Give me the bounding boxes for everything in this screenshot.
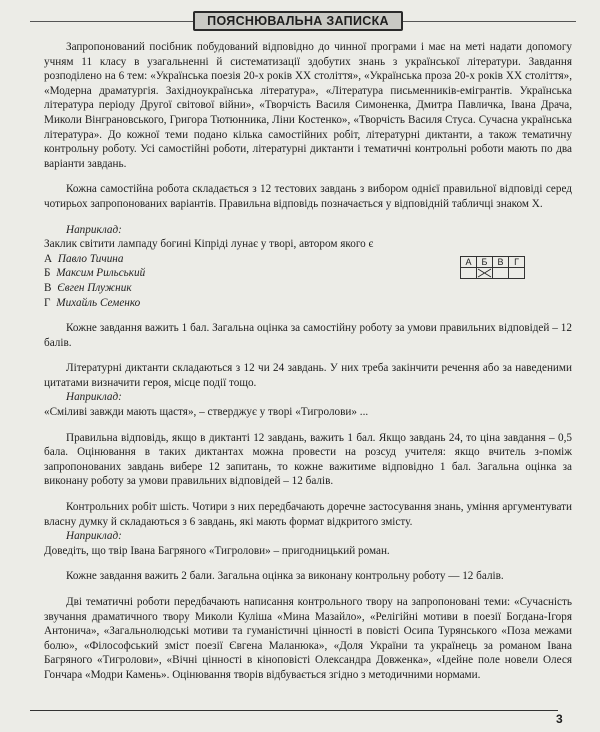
example-task: Доведіть, що твір Івана Багряного «Тигролови» – пригодницький роман. (44, 544, 390, 557)
option-d (44, 296, 572, 311)
option-name: Євген Плужник (57, 281, 132, 294)
content (44, 40, 572, 694)
paragraph-scoring-control: Кожне завдання важить 2 бали. Загальна оцінка за виконану контрольну роботу — 12 балів. (66, 570, 504, 583)
answer-grid-header-b: Б (477, 257, 493, 268)
example-label: Наприклад: (66, 223, 122, 236)
option-name: Максим Рильський (56, 267, 146, 280)
paragraph-dictations: Літературні диктанти складаються з 12 чи 24 завдань. У них треба закінчити речення або за наведеними цитатами визначити героя, місце події тощо. (44, 362, 572, 389)
answer-grid-header-c: В (493, 257, 509, 268)
answer-grid-header-d: Г (509, 257, 525, 268)
paragraph-scoring-dictations: Правильна відповідь, якщо в диктанті 12 завдань, важить 1 бал. Якщо завдань 24, то ціна завдання – 0,5 бала. Оцінювання в таких диктантах можна провести на розсуд учителя: якщо вчитель з-поміж запропонованих завдань вибере 12 запитань, то кожне важитиме відповідно 1 бал. Загальна оцінка за виконану роботу за умови правильних відповідей – 12 балів. (44, 431, 572, 488)
option-c (44, 281, 572, 296)
page-title: ПОЯСНЮВАЛЬНА ЗАПИСКА (193, 11, 403, 31)
example-label: Наприклад: (66, 391, 122, 404)
paragraph-tests: Кожна самостійна робота складається з 12 тестових завдань з вибором однієї правильної відповіді серед чотирьох запропонованих варіантів. Правильна відповідь позначається у відповідній табличці знаком Х. (44, 183, 572, 210)
option-letter: Г (44, 296, 51, 309)
answer-grid-header-a: А (461, 257, 477, 268)
footer-rule (30, 710, 558, 711)
paragraph-control-works: Контрольних робіт шість. Чотири з них передбачають доречне застосування знань, уміння аргументувати власну думку й складаються з 6 завдань, які мають формат відкритого змісту. (44, 501, 572, 528)
paragraph-intro: Запропонований посібник побудований відповідно до чинної програми і має на меті надати допомогу учням 11 класу в узагальненні й систематизації здобутих знань з української літератури. Завдання розподілено на 6 тем: «Українська поезія 20-х років ХХ століття», «Українська проза 20-х років ХХ століття», «Модерна драматургія. Західноукраїнська література», «Література письменників-емігрантів. Українська література періоду Другої світової війни», «Творчість Василя Симоненка, Дмитра Павличка, Івана Драча, Миколи Вінграновського, Григора Тютюнника, Ліни Костенко», «Творчість Василя Стуса. Сучасна українська література». До кожної теми подано кілька самостійних робіт, літературні диктанти, а також тематичну контрольну роботу. Усі самостійні роботи, літературні диктанти і тематичні контрольні роботи мають по два варіанти завдань. (44, 41, 572, 170)
example-question: Заклик світити лампаду богині Кіпріді лунає у творі, автором якого є (44, 238, 374, 251)
option-letter: Б (44, 267, 51, 280)
option-letter: В (44, 281, 52, 294)
example-control (44, 529, 572, 558)
option-letter: А (44, 252, 53, 265)
example-dictation (44, 390, 572, 419)
example-quote: «Сміливі завжди мають щастя», – стверджує у творі «Тигролови» ... (44, 406, 369, 419)
example-label: Наприклад: (66, 530, 122, 543)
page-number: 3 (556, 712, 563, 726)
option-name: Павло Тичина (57, 252, 124, 265)
option-name: Михайль Семенко (56, 296, 141, 309)
paragraph-essays: Дві тематичні роботи передбачають написання контрольного твору на запропоновані теми: «Сучасність звучання драматичного твору Миколи Куліша «Мина Мазайло», «Релігійні мотиви в поезії Богдана-Ігоря Антонича», «Загальнолюдські мотиви та гуманістичні цінності в повісті Осипа Турянського «Поза межами болю», «Філософський зміст поезії Євгена Маланюка», «Доля України та українець за романом Івана Багряного «Тигролови», «Вічні цінності в кіноповісті Олександра Довженка», «Ідейне поле новели Олеся Гончара «Модри Камень». Оцінювання творів відбувається згідно з методичними нормами. (44, 596, 572, 681)
option-b (44, 266, 572, 281)
paragraph-scoring-tests: Кожне завдання важить 1 бал. Загальна оцінка за самостійну роботу за умови правильних відповідей – 12 балів. (44, 322, 572, 349)
option-a (44, 252, 572, 267)
example-tests (44, 223, 572, 311)
